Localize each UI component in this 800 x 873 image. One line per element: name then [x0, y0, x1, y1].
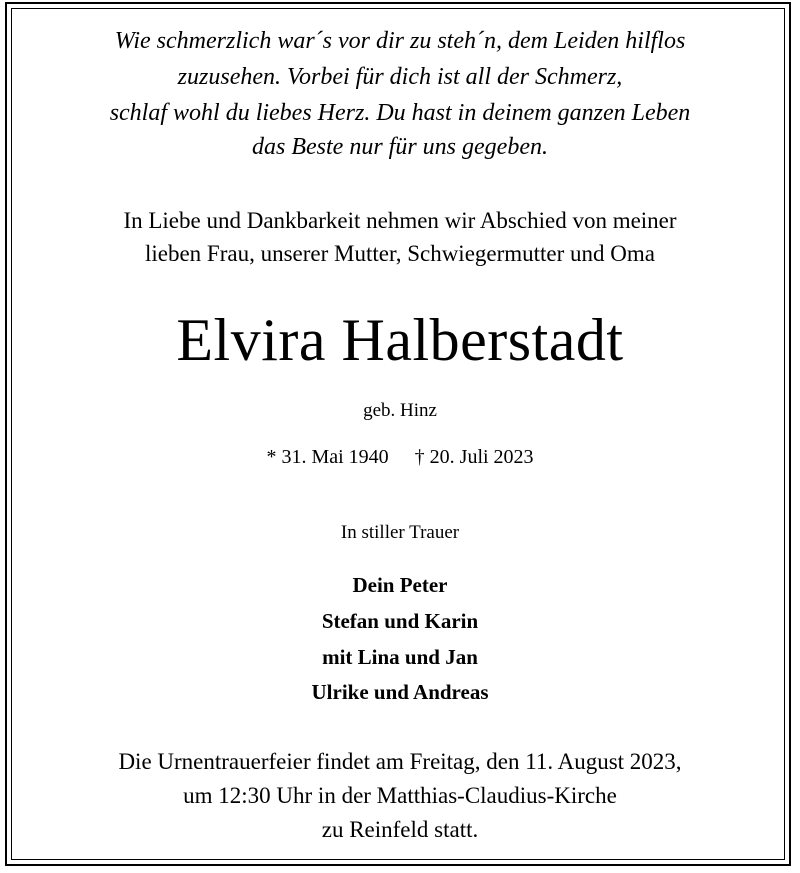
intro-line-2: lieben Frau, unserer Mutter, Schwiegermutter und Oma: [144, 241, 656, 266]
mourner-2: Stefan und Karin: [321, 609, 479, 633]
mourner-3: mit Lina und Jan: [322, 645, 478, 669]
ceremony-line-2: um 12:30 Uhr in der Matthias-Claudius-Kirche: [183, 783, 617, 808]
ceremony-line-1: Die Urnentrauerfeier findet am Freitag, den 11. August 2023,: [118, 749, 682, 774]
mourning-heading: In stiller Trauer: [340, 522, 460, 543]
poem-line-4: das Beste nur für uns gegeben.: [252, 134, 548, 160]
death-date: † 20. Juli 2023: [414, 446, 534, 468]
mourner-1: Dein Peter: [352, 573, 448, 597]
maiden-name: geb. Hinz: [363, 400, 437, 421]
mourner-4: Ulrike und Andreas: [311, 680, 489, 704]
poem-line-2: zuzusehen. Vorbei für dich ist all der Schmerz,: [177, 64, 623, 90]
birth-date: * 31. Mai 1940: [266, 446, 389, 468]
life-dates: [0, 446, 800, 469]
poem-line-3: schlaf wohl du liebes Herz. Du hast in deinem ganzen Leben: [109, 100, 691, 126]
poem-line-1: Wie schmerzlich war´s vor dir zu steh´n, dem Leiden hilflos: [114, 28, 686, 54]
deceased-name: Elvira Halberstadt: [176, 307, 624, 373]
ceremony-line-3: zu Reinfeld statt.: [321, 817, 479, 842]
notice-border: [5, 2, 791, 866]
intro-line-1: In Liebe und Dankbarkeit nehmen wir Abschied von meiner: [123, 208, 677, 233]
